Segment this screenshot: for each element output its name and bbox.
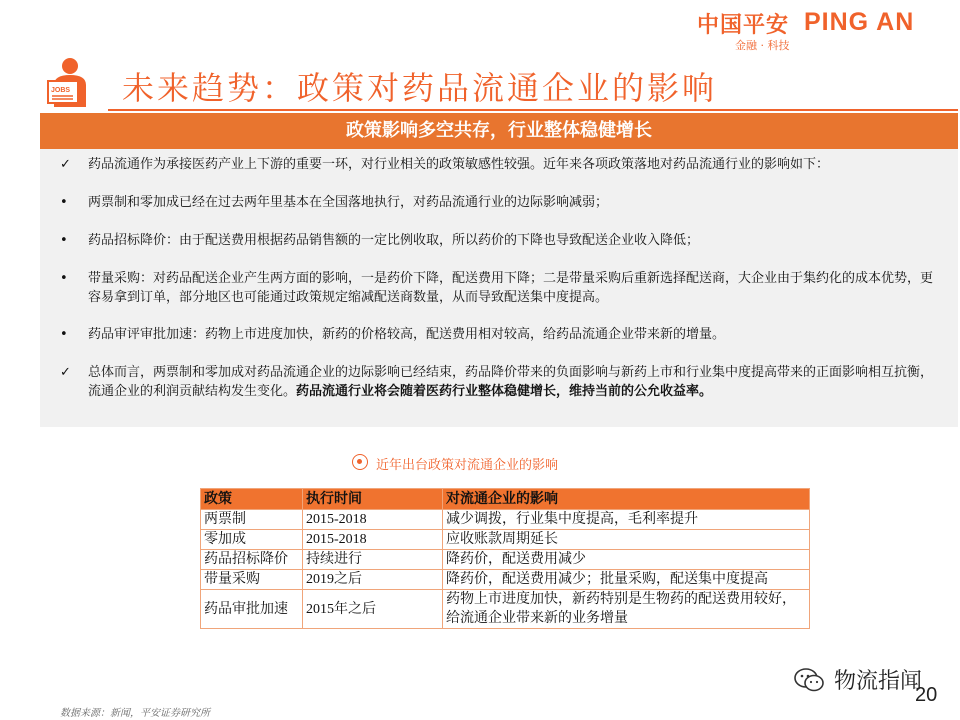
brand-name-en: PING AN (804, 8, 915, 36)
brand-slogan: 金融 · 科技 (735, 39, 790, 52)
conclusion-bold-text: 药品流通行业将会随着医药行业整体稳健增长，维持当前的公允收益率。 (296, 384, 713, 399)
wechat-icon (794, 667, 824, 693)
table-row (201, 550, 810, 570)
checkmark-icon: ✓ (60, 365, 71, 380)
table-row (201, 590, 810, 629)
column-header: 执行时间 (303, 489, 443, 510)
table-cell: 降药价，配送费用减少；批量采购，配送集中度提高 (443, 570, 810, 590)
table-cell: 减少调拨，行业集中度提高，毛利率提升 (443, 510, 810, 530)
content-box (40, 149, 958, 427)
table-cell: 药品招标降价 (201, 550, 303, 570)
list-item-text: 药品审评审批加速：药物上市进度加快，新药的价格较高，配送费用相对较高，给药品流通企业带来新的增量。 (88, 327, 726, 342)
table-cell: 2015-2018 (303, 510, 443, 530)
list-item-text: 带量采购：对药品配送企业产生两方面的影响，一是药价下降，配送费用下降；二是带量采购后重新选择配送商，大企业由于集约化的成本优势，更容易拿到订单，部分地区也可能通过政策规定缩减配送商数量，从而导致配送集中度提高。 (88, 271, 934, 305)
column-header: 政策 (201, 489, 303, 510)
title-divider (108, 109, 958, 111)
table-cell: 两票制 (201, 510, 303, 530)
list-item-text: 药品流通作为承接医药产业上下游的重要一环，对行业相关的政策敏感性较强。近年来各项政策落地对药品流通行业的影响如下： (88, 157, 830, 172)
table-cell: 持续进行 (303, 550, 443, 570)
jobs-person-icon (44, 55, 96, 107)
bullet-icon: • (60, 195, 68, 210)
bullet-icon: • (60, 327, 68, 342)
table-header-row (201, 489, 810, 510)
checkmark-icon: ✓ (60, 157, 71, 172)
watermark-text: 物流指闻 (834, 669, 923, 694)
bullet-icon: • (60, 233, 68, 248)
brand-name-cn: 中国平安 (697, 13, 790, 38)
table-cell: 降药价，配送费用减少 (443, 550, 810, 570)
table-cell: 2019之后 (303, 570, 443, 590)
target-icon (352, 454, 368, 470)
table-cell: 药物上市进度加快，新药特别是生物药的配送费用较好，给流通企业带来新的业务增量 (443, 590, 810, 629)
table-row (201, 530, 810, 550)
table-cell: 带量采购 (201, 570, 303, 590)
table-cell: 药品审批加速 (201, 590, 303, 629)
table-row (201, 570, 810, 590)
policy-table (200, 488, 810, 629)
column-header: 对流通企业的影响 (443, 489, 810, 510)
bullet-icon: • (60, 271, 68, 286)
list-item-text: 药品招标降价：由于配送费用根据药品销售额的一定比例收取，所以药价的下降也导致配送企业收入降低； (88, 233, 700, 248)
table-cell: 2015年之后 (303, 590, 443, 629)
table-cell: 应收账款周期延长 (443, 530, 810, 550)
page-title: 未来趋势：政策对药品流通企业的影响 (122, 69, 718, 107)
svg-text:JOBS: JOBS (51, 87, 71, 94)
table-cell: 零加成 (201, 530, 303, 550)
data-source-note: 数据来源：新闻，平安证券研究所 (60, 708, 210, 719)
table-row (201, 510, 810, 530)
list-item-text: 两票制和零加成已经在过去两年里基本在全国落地执行，对药品流通行业的边际影响减弱； (88, 195, 609, 210)
table-cell: 2015-2018 (303, 530, 443, 550)
summary-banner: 政策影响多空共存，行业整体稳健增长 (40, 113, 958, 149)
list-item-text (88, 363, 940, 401)
page-number: 20 (915, 684, 938, 706)
table-caption: 近年出台政策对流通企业的影响 (376, 458, 559, 473)
conclusion-text: 总体而言，两票制和零加成对药品流通企业的边际影响已经结束，药品降价带来的负面影响与新药上市和行业集中度提高带来的正面影响相互抗衡，流通企业的利润贡献结构发生变化。 (88, 365, 934, 399)
